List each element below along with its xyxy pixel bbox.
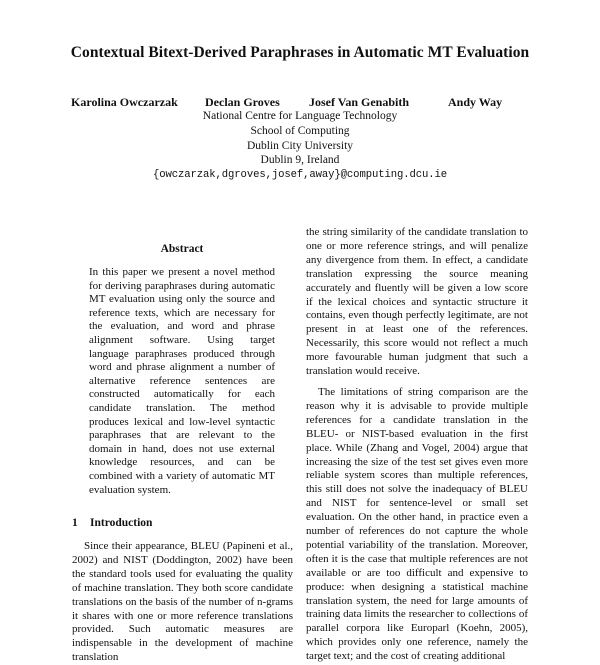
author-name: Josef Van Genabith (309, 95, 410, 109)
author-name: Karolina Owczarzak (71, 95, 178, 109)
author-name: Declan Groves (205, 95, 280, 109)
author-emails: {owczarzak,dgroves,josef,away}@computing.dcu.ie (152, 169, 448, 182)
paper-title: Contextual Bitext-Derived Paraphrases in Automatic MT Evaluation (70, 44, 530, 61)
body-paragraph: the string similarity of the candidate translation to one or more reference strings, and will penalize any divergence from them. In effect, a candidate translation expressing the source meaning accurately and fluently will be given a low score if the lexical choices and syntactic structure it contains, even though perfectly legitimate, are not present in at least one of the references. Necessarily, this score would not reflect a much more favourable human judgment that such a translation would receive. (306, 226, 528, 378)
body-paragraph: The limitations of string comparison are the reason why it is advisable to provide multiple references for a candidate translation in the BLEU- or NIST-based evaluation in the first place. While (Zhang and Vogel, 2004) argue that increasing the size of the test set gives even more reliable system scores than multiple references, this still does not solve the inadequacy of BLEU and NIST for sentence-level or small set evaluation. On the other hand, in practice even a number of references do not capture the whole potential variability of the translation. Moreover, often it is the case that multiple references are not available or are too difficult and expensive to produce: when designing a statistical machine translation system, the need for large amounts of training data limits the researcher to collections of parallel corpora like Europarl (Koehn, 2005), which provides only one reference, namely the target text; and the cost of creating additional (306, 385, 528, 663)
abstract-text: In this paper we present a novel method for deriving paraphrases during automatic MT evaluation using only the source and reference texts, which are necessary for the evaluation, and word and phrase alignment software. Using target language paraphrases produced through word and phrase alignment a number of alternative reference sentences are constructed automatically for each candidate translation. The method produces lexical and low-level syntactic paraphrases that are relevant to the domain in hand, does not use external knowledge resources, and can be combined with a variety of automatic MT evaluation system. (89, 266, 275, 496)
affiliation-line: Dublin City University (246, 139, 354, 152)
body-paragraph: Since their appearance, BLEU (Papineni et al., 2002) and NIST (Doddington, 2002) have been the standard tools used for evaluating the quality of machine translation. They both score candidate translations on the basis of the number of n-grams it shares with one or more reference translations provided. Such automatic measures are indispensable in the development of machine translation (72, 540, 293, 664)
affiliation-block (0, 109, 600, 183)
affiliation-line: Dublin 9, Ireland (260, 154, 340, 167)
author-name: Andy Way (448, 95, 503, 109)
abstract-heading: Abstract (160, 243, 204, 255)
section-number: 1 (72, 517, 78, 529)
affiliation-line: School of Computing (250, 124, 350, 137)
affiliation-line: National Centre for Language Technology (202, 110, 398, 122)
section-heading-introduction (72, 517, 152, 529)
right-column-body (306, 226, 528, 664)
section-title: Introduction (90, 517, 153, 529)
left-column-body (72, 540, 293, 665)
